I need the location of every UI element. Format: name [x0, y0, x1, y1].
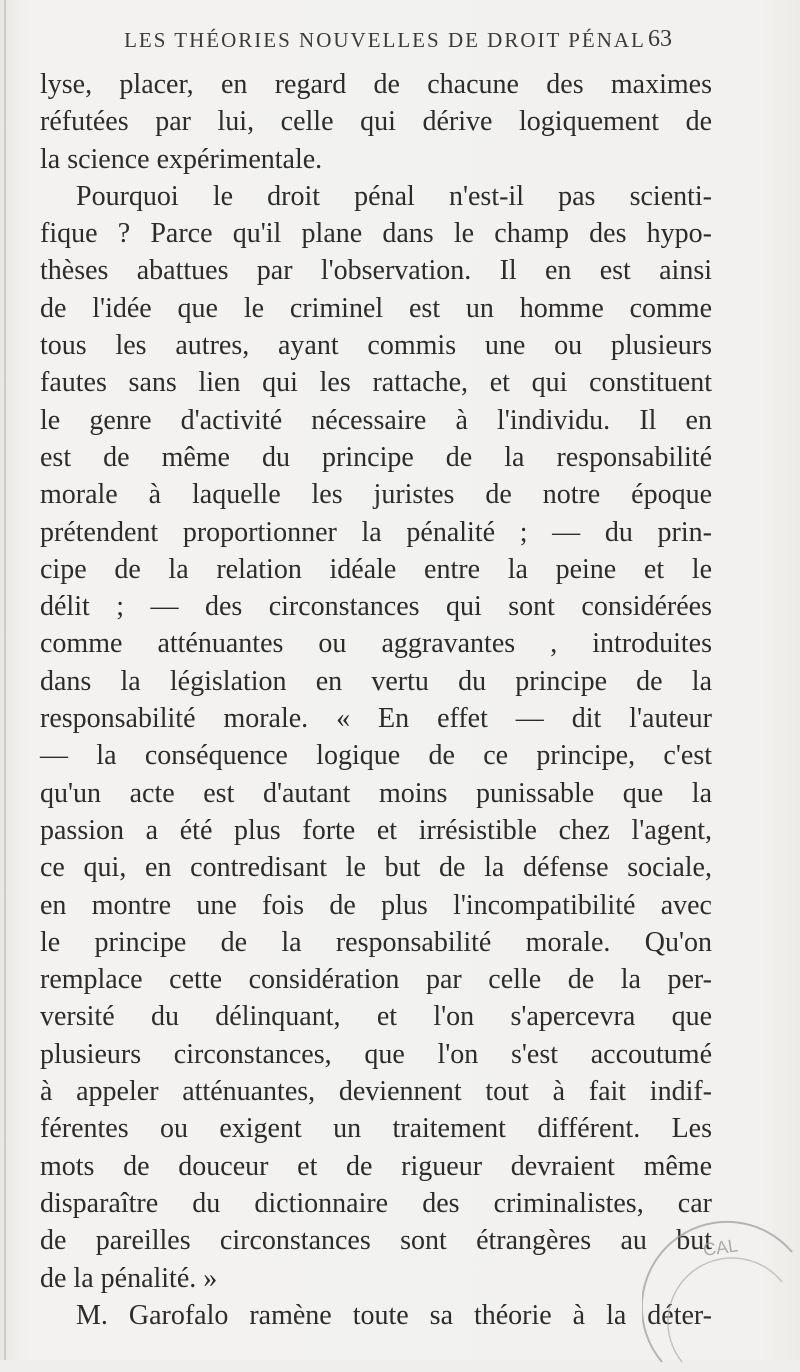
text-line: en montre une fois de plus l'incompatibilité avec [40, 889, 712, 921]
text-line: plusieurs circonstances, que l'on s'est accoutumé [40, 1038, 712, 1070]
library-stamp [642, 1212, 800, 1372]
text-line: Pourquoi le droit pénal n'est-il pas scienti- [76, 180, 712, 212]
text-line: la science expérimentale. [40, 143, 323, 175]
text-line: responsabilité morale. « En effet — dit l'auteur [40, 703, 712, 735]
text-line: de l'idée que le criminel est un homme comme [40, 292, 712, 324]
text-line: disparaître du dictionnaire des criminalistes, car [40, 1187, 712, 1219]
page-gutter [4, 0, 6, 1360]
running-head-title: LES THÉORIES NOUVELLES DE DROIT PÉNAL [124, 28, 646, 52]
text-line: à appeler atténuantes, deviennent tout à fait indif- [40, 1076, 712, 1108]
text-line: thèses abattues par l'observation. Il en est ainsi [40, 255, 712, 287]
page-number: 63 [648, 26, 672, 52]
text-line: tous les autres, ayant commis une ou plusieurs [40, 330, 712, 362]
text-line: qu'un acte est d'autant moins punissable que la [40, 777, 712, 809]
text-line: ce qui, en contredisant le but de la défense sociale, [40, 852, 712, 884]
text-line: le genre d'activité nécessaire à l'individu. Il en [40, 404, 712, 436]
text-line: de pareilles circonstances sont étrangères au but [40, 1225, 712, 1257]
text-line: fique ? Parce qu'il plane dans le champ des hypo- [40, 218, 712, 250]
running-head [0, 20, 800, 60]
text-line: comme atténuantes ou aggravantes , introduites [40, 628, 712, 660]
text-line: délit ; — des circonstances qui sont considérées [40, 591, 712, 623]
text-line: morale à laquelle les juristes de notre époque [40, 479, 712, 511]
text-line: est de même du principe de la responsabilité [40, 441, 712, 473]
text-line: M. Garofalo ramène toute sa théorie à la déter- [76, 1299, 712, 1331]
text-line: dans la législation en vertu du principe de la [40, 665, 712, 697]
stamp-text: CAL [701, 1235, 740, 1260]
text-line: férentes ou exigent un traitement différent. Les [40, 1113, 712, 1145]
body-text [40, 66, 712, 1334]
text-line: lyse, placer, en regard de chacune des maximes [40, 69, 712, 100]
text-line: prétendent proportionner la pénalité ; — du prin- [40, 516, 712, 548]
text-line: fautes sans lien qui les rattache, et qui constituent [40, 367, 712, 399]
text-line: le principe de la responsabilité morale. Qu'on [40, 926, 712, 958]
text-line: remplace cette considération par celle de la per- [40, 964, 712, 996]
text-line: réfutées par lui, celle qui dérive logiquement de [40, 106, 712, 138]
text-line: de la pénalité. » [40, 1262, 218, 1294]
text-line: mots de douceur et de rigueur devraient même [40, 1150, 712, 1182]
text-line: versité du délinquant, et l'on s'apercevra que [40, 1001, 712, 1033]
text-line: — la conséquence logique de ce principe, c'est [40, 740, 712, 772]
text-line: passion a été plus forte et irrésistible chez l'agent, [40, 814, 712, 846]
text-line: cipe de la relation idéale entre la peine et le [40, 553, 712, 585]
